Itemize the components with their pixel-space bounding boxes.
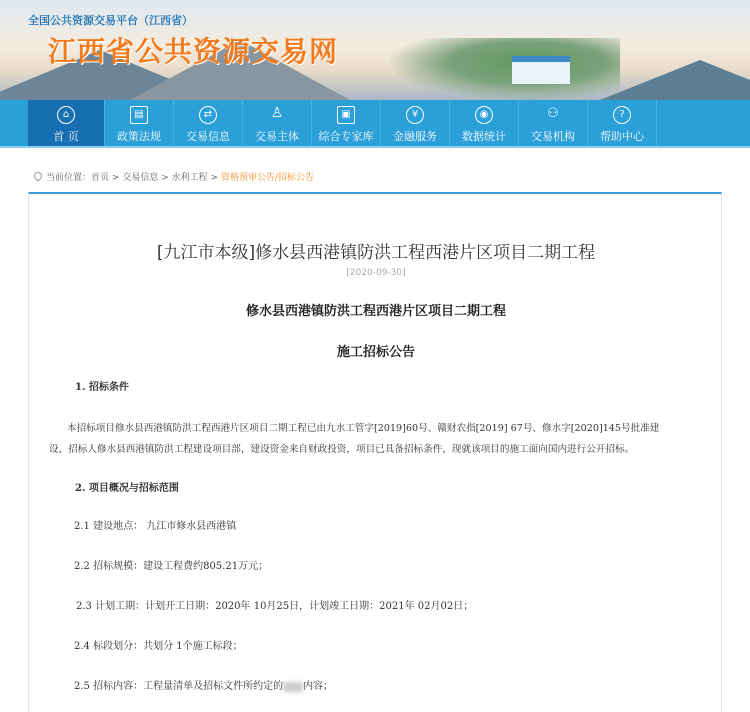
nav-institutions[interactable]: ⚇ 交易机构 [519,100,588,146]
main-nav [0,100,750,148]
nav-finance[interactable]: ¥ 金融服务 [381,100,450,146]
help-icon: ? [613,106,631,124]
exchange-icon: ⇄ [199,106,217,124]
article-title: [九江市本级]修水县西港镇防洪工程西港片区项目二期工程 [156,243,596,263]
section-heading: 2. 项目概况与招标范围 [75,483,179,494]
header-banner [0,0,750,100]
folder-icon: ▤ [130,106,148,124]
nav-help[interactable]: ? 帮助中心 [588,100,657,146]
breadcrumb-water[interactable]: 水利工程 [171,173,208,183]
breadcrumb-home[interactable]: 首页 [91,173,110,183]
section-heading: 1. 招标条件 [75,382,129,393]
article-date: [2020-09-30] [346,268,406,278]
nav-policy[interactable]: ▤ 政策法规 [105,100,174,146]
breadcrumb-trade-info[interactable]: 交易信息 [122,173,159,183]
id-card-icon: ▣ [337,106,355,124]
org-chart-icon: ⚇ [547,106,559,121]
nav-trade-subject[interactable]: ♙ 交易主体 [243,100,312,146]
article-subtitle: 修水县西港镇防洪工程西港片区项目二期工程 [245,304,506,319]
user-icon: ♙ [270,105,284,121]
nav-statistics[interactable]: ◉ 数据统计 [450,100,519,146]
list-item: 2.5 招标内容：工程量清单及招标文件所约定的 内容； [74,681,334,692]
article-panel [28,192,722,712]
list-item: 2.4 标段划分：共划分 1个施工标段； [74,641,243,652]
paragraph: 本招标项目修水县西港镇防洪工程西港片区项目二期工程已由九水工管字[2019]60号、赣财农指[2019] 67号、修水字[2020]145号批准建 设，招标人修水县西港镇防洪工程建设项目部，建设资金来自财政投资，项目已具备招标条件，现就该项目的施工面向国内进行公开招标。 [49,423,660,455]
site-logo-title[interactable]: 江西省公共资源交易网 [48,35,339,68]
yen-icon: ¥ [406,106,424,124]
breadcrumb: 当前位置：首页 > 交易信息 > 水利工程 > 资格预审公告/招标公告 [34,170,314,183]
list-item: 2.2 招标规模：建设工程费约805.21万元； [74,561,269,572]
mountain-decoration [600,60,750,100]
home-icon: ⌂ [57,106,75,124]
nav-trade-info[interactable]: ⇄ 交易信息 [174,100,243,146]
island-image [390,38,620,100]
platform-name: 全国公共资源交易平台（江西省） [28,14,193,27]
breadcrumb-current[interactable]: 资格预审公告/招标公告 [220,173,314,183]
location-pin-icon [32,170,43,181]
pavilion-image [512,56,570,84]
article-subtitle-notice: 施工招标公告 [336,345,415,360]
list-item: 2.1 建设地点： 九江市修水县西港镇 [74,521,237,532]
redacted-text [283,682,303,692]
list-item: 2.3 计划工期：计划开工日期：2020年 10月25日，计划竣工日期：2021年 02月02日； [76,601,474,612]
database-icon: ◉ [475,106,493,124]
nav-home[interactable]: ⌂ 首 页 [28,100,105,146]
nav-expert-db[interactable]: ▣ 综合专家库 [312,100,381,146]
